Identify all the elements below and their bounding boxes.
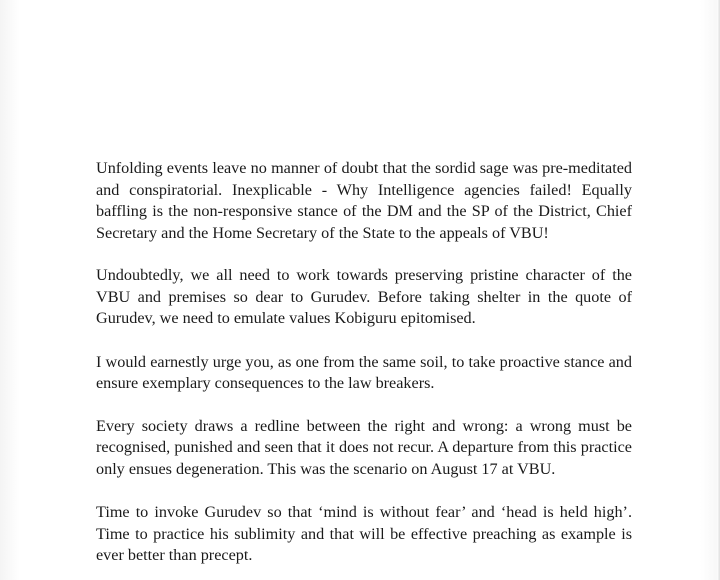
paragraph-preserving-character: Undoubtedly, we all need to work towards preserving pristine character of the VBU and premises so dear to Gurudev. Before taking shelter in the quote of Gurudev, we need to emulate values Kobiguru epitomised. xyxy=(96,266,632,327)
paragraph-earnest-urge: I would earnestly urge you, as one from the same soil, to take proactive stance and ensure exemplary consequences to the law breakers. xyxy=(96,352,632,392)
paragraph-society-redline: Every society draws a redline between the right and wrong: a wrong must be recognised, punished and seen that it does not recur. A departure from this practice only ensues degeneration. This was the scenario on August 17 at VBU. xyxy=(96,416,632,478)
paragraph-invoke-gurudev: Time to invoke Gurudev so that ‘mind is without fear’ and ‘head is held high’. Time to practice his sublimity and that will be effective preaching as example is ever better than precept. xyxy=(96,503,632,564)
paragraph-unfolding-events: Unfolding events leave no manner of doubt that the sordid sage was pre-meditated and conspiratorial. Inexplicable - Why Intelligence agencies failed! Equally baffling is the non-responsive stance of the DM and the SP of the District, Chief Secretary and the Home Secretary of the State to the appeals of VBU! xyxy=(96,159,632,242)
letter-body xyxy=(96,158,632,567)
